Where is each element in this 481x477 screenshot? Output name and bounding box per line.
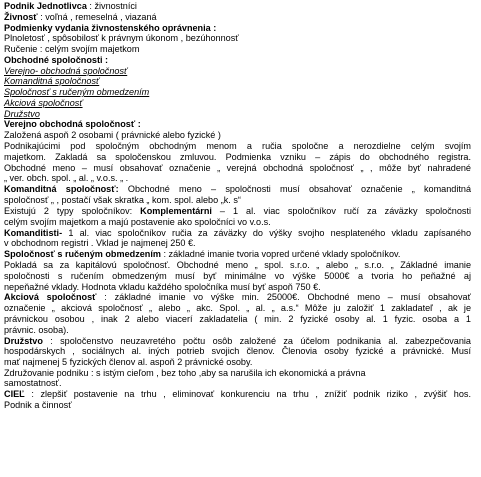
text-line xyxy=(4,1,137,12)
text-run: Existujú 2 typy spoločníkov: xyxy=(4,206,141,216)
text-run: : základné imanie vo výške min. 25000€. Obchodné meno – musí obsahovať xyxy=(96,292,471,302)
text-run: Podmienky vydania živnostenského oprávnenia : xyxy=(4,23,217,33)
text-run: majetkom. Zakladá sa spoločenskou zmluvou. Podmienka vzniku – zápis do obchodného registra. xyxy=(4,152,471,162)
text-line xyxy=(4,173,128,184)
text-line xyxy=(4,12,157,23)
text-run: Založená aspoň 2 osobami ( právnické alebo fyzické ) xyxy=(4,130,221,140)
text-run: CIEĽ xyxy=(4,389,25,399)
text-line xyxy=(4,44,139,55)
text-run: spoločnosť „ , postačí však skratka „ kom. spol. alebo „k. s“ xyxy=(4,195,241,205)
text-run: Obchodné spoločnosti : xyxy=(4,55,109,65)
text-line xyxy=(4,33,239,44)
text-run: Družstvo xyxy=(4,109,40,119)
text-run: Akciová spoločnosť xyxy=(4,292,97,302)
text-run: Podnik a činnosť xyxy=(4,400,72,410)
text-run: Družstvo xyxy=(4,336,43,346)
text-line xyxy=(4,141,471,152)
text-run: Obchodné meno – musí obsahovať označenie „ verejná obchodná spoločnosť „ , môže byť nahradené xyxy=(4,163,471,173)
text-run: mať najmenej 5 fyzických členov al. aspoň 2 právnické osoby. xyxy=(4,357,253,367)
text-run: 1 al. viac spoločníkov ručia za záväzky do výšky svojho nesplateného vkladu zapísaného xyxy=(62,228,471,238)
text-run: Verejno obchodná spoločnosť : xyxy=(4,119,141,129)
text-run: Verejno- obchodná spoločnosť xyxy=(4,66,128,76)
text-run: Podnikajúcimi pod spoločným obchodným menom a ručia spoločne a nerozdielne celým svojím xyxy=(4,141,471,151)
text-run: : živnostníci xyxy=(86,1,137,11)
text-line xyxy=(4,400,72,411)
text-line xyxy=(4,303,471,314)
text-run: v obchodnom registri . Vklad je najmenej 250 €. xyxy=(4,238,196,248)
text-run: Komanditisti- xyxy=(4,228,63,238)
text-line xyxy=(4,389,471,400)
text-run: „ ver. obch. spol. „ al. „ v.o.s. „ . xyxy=(4,173,129,183)
text-line xyxy=(4,152,471,163)
text-line xyxy=(4,314,471,325)
text-run: Komanditná spoločnosť: xyxy=(4,184,119,194)
text-run: : základné imanie tvoria vopred určené vklady spoločníkov. xyxy=(160,249,401,259)
text-run: : voľná , remeselná , viazaná xyxy=(37,12,157,22)
text-line xyxy=(4,346,471,357)
text-line xyxy=(4,119,141,130)
text-line xyxy=(4,325,69,336)
text-run: Akciová spoločnosť xyxy=(4,98,83,108)
text-run: : spoločenstvo neuzavretého počtu osôb založené za účelom podnikania al. zabezpečovania xyxy=(42,336,471,346)
text-line xyxy=(4,238,196,249)
text-run: Pokladá sa za kapitálovú spoločnosť. Obchodné meno „ spol. s.r.o. „ alebo „ s.r.o. „ Základné imanie xyxy=(4,260,471,270)
text-line xyxy=(4,357,252,368)
text-run: : zlepšiť postavenie na trhu , eliminovať konkurenciu na trhu , znížiť podnik riziko , zvýšiť hos. xyxy=(24,389,471,399)
text-run: nepeňažné vklady. Hodnota vkladu každého spoločníka musí byť aspoň 750 €. xyxy=(4,282,321,292)
text-run: Plnoletosť , spôsobilosť k právnym úkonom , bezúhonnosť xyxy=(4,33,239,43)
text-run: Podnik Jednotlivca xyxy=(4,1,87,11)
text-line xyxy=(4,271,471,282)
text-line xyxy=(4,292,471,303)
text-run: Združovanie podniku : s istým cieľom , bez toho ,aby sa narušila ich ekonomická a právna xyxy=(4,368,366,378)
text-run: hospodárskych , sociálnych al. iných potrieb svojich členov. Členovia osoby fyzické a právnické. Musí xyxy=(4,346,471,356)
text-run: – 1 al. viac spoločníkov ručí za záväzky spoločnosti xyxy=(211,206,471,216)
text-run: samostatnosť. xyxy=(4,378,62,388)
text-line xyxy=(4,87,149,98)
text-run: spoločnosti s ručením obmedzeným musí byť minimálne vo výške 5000€ a tvoria ho peňažné aj xyxy=(4,271,471,281)
text-run: označenie „ akciová spoločnosť „ alebo „ akc. Spol. „ al. „ a.s.“ Môže ju založiť 1 zakladateľ , ak je xyxy=(4,303,471,313)
text-run: Komplementárni xyxy=(140,206,212,216)
text-run: Komanditná spoločnosť xyxy=(4,76,100,86)
text-line xyxy=(4,195,241,206)
text-line xyxy=(4,378,62,389)
text-line xyxy=(4,206,471,217)
text-line xyxy=(4,98,83,109)
text-line xyxy=(4,55,108,66)
text-run: právnic. osoba). xyxy=(4,325,69,335)
text-run: Ručenie : celým svojím majetkom xyxy=(4,44,140,54)
text-line xyxy=(4,217,271,228)
text-line xyxy=(4,249,400,260)
text-run: Spoločnosť s ručeným obmedzením xyxy=(4,249,161,259)
text-run: Obchodné meno – spoločnosti musí obsahovať označenie „ komanditná xyxy=(118,184,471,194)
text-run: celým svojím majetkom a majú postavenie ako spoločníci vo v.o.s. xyxy=(4,217,271,227)
text-line xyxy=(4,130,221,141)
text-line xyxy=(4,76,99,87)
text-run: Živnosť xyxy=(4,12,38,22)
text-run: Spoločnosť s ručeným obmedzením xyxy=(4,87,150,97)
text-line xyxy=(4,260,471,271)
text-run: právnickou osobou , inak 2 alebo viacerí zakladatelia ( min. 2 fyzické osoby al. 1 fyzic. osoba a 1 xyxy=(4,314,471,324)
text-line xyxy=(4,184,471,195)
